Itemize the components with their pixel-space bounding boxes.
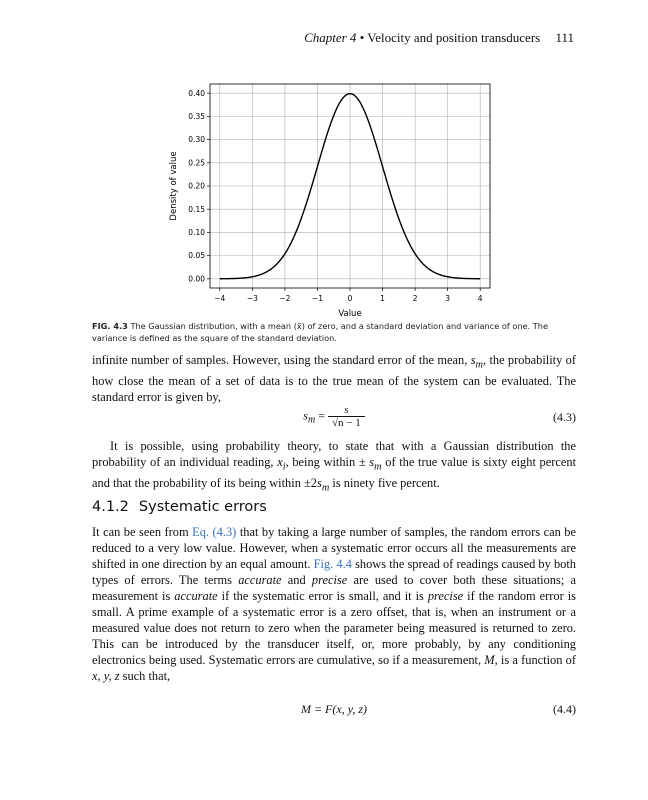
equation-number: (4.4) xyxy=(553,702,576,716)
y-tick-label: 0.10 xyxy=(188,228,205,238)
eq-lhs-sub: m xyxy=(307,414,316,426)
paragraph-standard-error xyxy=(92,352,576,405)
page-number: 111 xyxy=(555,30,574,45)
p2-text: It is possible, using probability theory, to state that with a Gaussian distribution the probability of an individual reading, $x_i$, being within ± $s_m$ of the true value is sixty eight percent and that the probability of its being within $\pm 2s_m$ is ninety five percent. xyxy=(92,439,577,494)
x-axis-label: Value xyxy=(338,309,362,319)
x-tick-label: 2 xyxy=(412,294,418,303)
x-tick-label: −3 xyxy=(246,294,258,303)
y-tick-label: 0.20 xyxy=(188,181,205,191)
y-axis-label: Density of value xyxy=(169,151,179,221)
chapter-title: Velocity and position transducers xyxy=(367,30,541,45)
equation-number: (4.3) xyxy=(553,410,576,424)
y-tick-label: 0.15 xyxy=(188,204,205,214)
section-heading xyxy=(92,499,267,515)
section-title: Systematic errors xyxy=(138,499,267,515)
figure-label: FIG. 4.3 xyxy=(92,321,128,331)
chapter-label: Chapter 4 xyxy=(304,30,357,45)
caption-text: The Gaussian distribution, with a mean (x̄) of zero, and a standard deviation and variance of one. The variance is defined as the square of the standard deviation. xyxy=(92,321,548,343)
eq-sign: = xyxy=(318,408,325,423)
section-number: 4.1.2 xyxy=(92,499,129,515)
x-tick-label: −4 xyxy=(214,294,226,303)
paragraph-systematic: It can be seen from Eq. (4.3) that by taking a large number of samples, the random errors can be reduced to a very low value. However, when a systematic error occurs all the measurements are shifted in one direction by an equal amount. Fig. 4.4 shows the spread of readings caused by both types of errors. The terms accurate and precise are used to cover both these situations; a measurement is accurate if the systematic error is small, and it is precise if the random error is small. A prime example of a systematic error is a zero offset, that is, when an instrument or a measured value does not return to zero when the parameter being measured is returned to zero. This can be introduced by the transducer itself, or, more probably, by any conditioning electronics being used. Systematic errors are cumulative, so if a measurement, M, is a function of x, y, z such that, xyxy=(92,525,576,683)
link-eq-4-3[interactable]: Eq. (4.3) xyxy=(192,525,237,539)
y-tick-label: 0.40 xyxy=(188,88,205,98)
eq-numerator: s xyxy=(344,404,349,416)
eq-lhs: s xyxy=(303,408,308,423)
x-tick-label: 1 xyxy=(380,294,385,303)
running-head xyxy=(304,30,574,46)
y-tick-label: 0.30 xyxy=(188,135,205,145)
gaussian-chart xyxy=(160,80,500,320)
y-tick-label: 0.05 xyxy=(188,251,205,261)
x-tick-label: 0 xyxy=(347,294,353,303)
y-tick-label: 0.25 xyxy=(188,158,205,168)
x-tick-label: −1 xyxy=(311,294,323,303)
p1-text: infinite number of samples. However, using the standard error of the mean, $s_m$, the probability of how close the mean of a set of data is to the true mean of the system can be evaluated. The standard error is given by, xyxy=(92,353,576,405)
y-tick-label: 0.00 xyxy=(188,274,205,284)
y-tick-label: 0.35 xyxy=(188,111,205,121)
bullet: • xyxy=(359,30,365,45)
paragraph-probability xyxy=(92,438,576,497)
x-tick-label: 4 xyxy=(477,294,483,303)
eq-denominator: √n − 1 xyxy=(328,416,365,429)
link-fig-4-4[interactable]: Fig. 4.4 xyxy=(313,557,352,571)
equation-4-3 xyxy=(92,404,576,432)
chart-grid xyxy=(210,84,490,288)
y-axis xyxy=(188,89,210,284)
eq44-body: M = F(x, y, z) xyxy=(300,702,368,716)
figure-caption xyxy=(92,320,576,344)
x-tick-label: −2 xyxy=(279,294,291,303)
x-tick-label: 3 xyxy=(445,294,451,303)
equation-4-4 xyxy=(92,702,576,720)
x-axis xyxy=(214,288,483,303)
